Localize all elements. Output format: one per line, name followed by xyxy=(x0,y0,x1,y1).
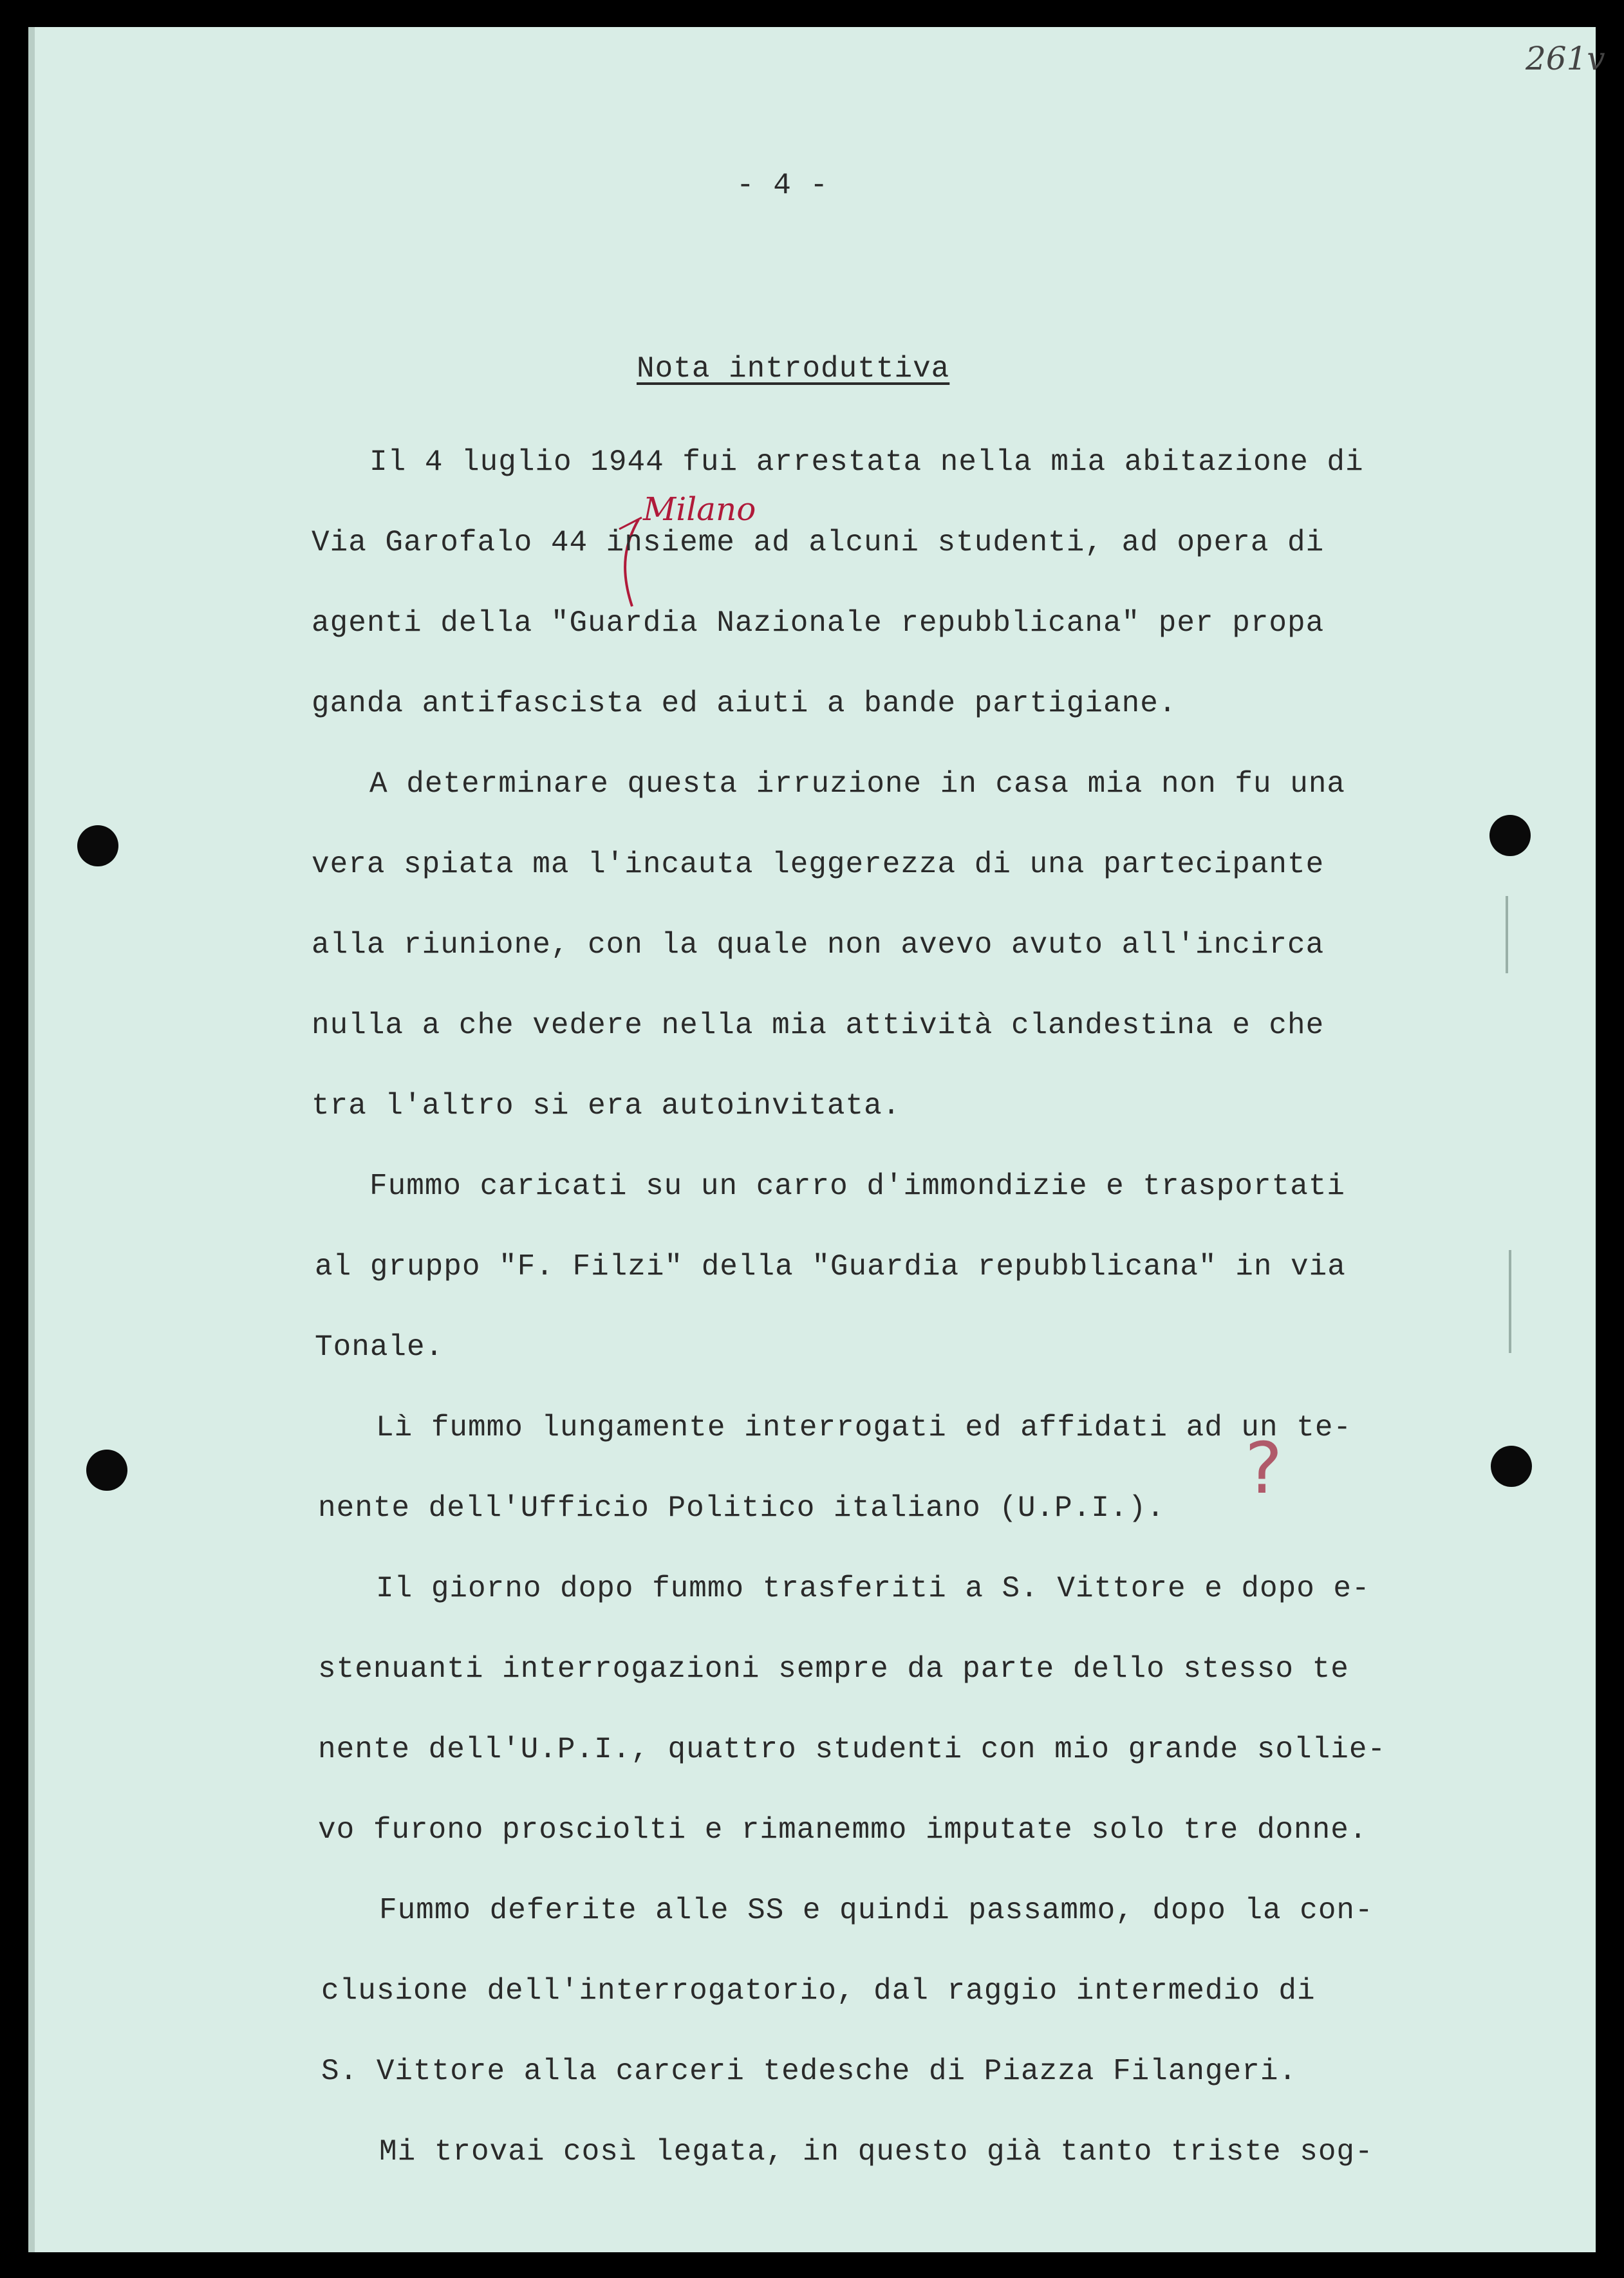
text-line: vo furono prosciolti e rimanemmo imputate solo tre donne. xyxy=(318,1813,1368,1847)
punch-hole xyxy=(86,1450,127,1491)
text-line: agenti della "Guardia Nazionale repubblicana" per propa xyxy=(312,606,1325,640)
text-line: stenuanti interrogazioni sempre da parte dello stesso te xyxy=(318,1652,1349,1686)
text-line: clusione dell'interrogatorio, dal raggio intermedio di xyxy=(321,1974,1316,2008)
text-line: Fummo deferite alle SS e quindi passammo, dopo la con- xyxy=(379,1894,1374,1927)
punch-hole xyxy=(1491,1446,1532,1487)
text-line: nulla a che vedere nella mia attività clandestina e che xyxy=(312,1009,1325,1042)
text-line: Via Garofalo 44 insieme ad alcuni studenti, ad opera di xyxy=(312,526,1325,559)
text-line: Il giorno dopo fummo trasferiti a S. Vittore e dopo e- xyxy=(376,1572,1370,1605)
text-line: Il 4 luglio 1944 fui arrestata nella mia abitazione di xyxy=(369,445,1364,479)
text-line: S. Vittore alla carceri tedesche di Piazza Filangeri. xyxy=(321,2055,1298,2088)
text-line: Mi trovai così legata, in questo già tanto triste sog- xyxy=(379,2135,1374,2169)
text-line: Tonale. xyxy=(315,1330,444,1364)
text-line: nente dell'Ufficio Politico italiano (U.P.I.). xyxy=(318,1491,1165,1525)
handwritten-question-mark: ? xyxy=(1245,1427,1283,1509)
text-line: tra l'altro si era autoinvitata. xyxy=(312,1089,901,1123)
text-line: A determinare questa irruzione in casa mia non fu una xyxy=(369,767,1346,801)
document-page xyxy=(28,27,1605,2252)
right-edge-dash xyxy=(1509,1250,1511,1353)
punch-hole xyxy=(77,825,118,866)
handwritten-insertion: Milano xyxy=(643,490,756,528)
text-line: nente dell'U.P.I., quattro studenti con mio grande sollie- xyxy=(318,1733,1386,1766)
text-line: ganda antifascista ed aiuti a bande partigiane. xyxy=(312,687,1177,720)
page-number: - 4 - xyxy=(736,169,829,202)
page-title: Nota introduttiva xyxy=(637,352,950,386)
right-edge-dash xyxy=(1506,896,1508,973)
text-line: Fummo caricati su un carro d'immondizie e trasportati xyxy=(369,1170,1346,1203)
text-line: al gruppo "F. Filzi" della "Guardia repubblicana" in via xyxy=(315,1250,1346,1284)
text-line: alla riunione, con la quale non avevo avuto all'incirca xyxy=(312,928,1325,962)
punch-hole xyxy=(1489,815,1531,856)
text-line: Lì fummo lungamente interrogati ed affidati ad un te- xyxy=(376,1411,1352,1444)
left-edge-shadow xyxy=(28,27,35,2252)
text-line: vera spiata ma l'incauta leggerezza di una partecipante xyxy=(312,848,1325,881)
sheet-number: 261v xyxy=(1526,40,1605,77)
